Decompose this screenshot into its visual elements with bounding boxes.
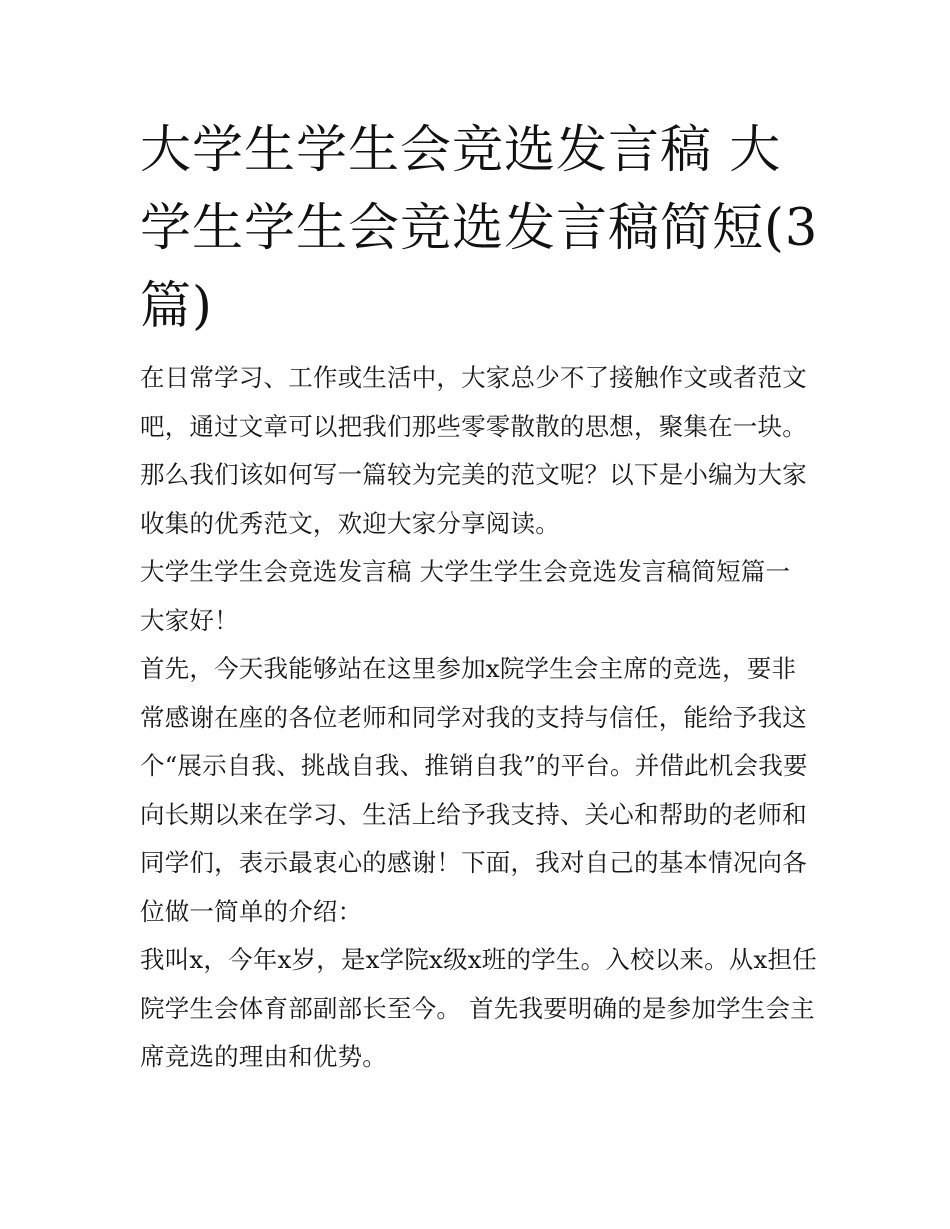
- intro-paragraph: 在日常学习、工作或生活中，大家总少不了接触作文或者范文吧，通过文章可以把我们那些零零散散的思想，聚集在一块。那么我们该如何写一篇较为完美的范文呢？以下是小编为大家收集的优秀范文，欢迎大家分享阅读。: [140, 363, 807, 538]
- document-title: 大学生学生会竞选发言稿 大学生学生会竞选发言稿简短(3篇): [140, 121, 819, 336]
- self-introduction-paragraph: 我叫x，今年x岁，是x学院x级x班的学生。入校以来。从x担任院学生会体育部副部长至今。 首先我要明确的是参加学生会主席竞选的理由和优势。: [140, 945, 817, 1071]
- speech-paragraph: 首先，今天我能够站在这里参加x院学生会主席的竞选，要非常感谢在座的各位老师和同学对我的支持与信任，能给予我这个“展示自我、挑战自我、推销自我”的平台。并借此机会我要向长期以来在学习、生活上给予我支持、关心和帮助的老师和同学们，表示最衷心的感谢！下面，我对自己的基本情况向各位做一简单的介绍：: [140, 654, 808, 926]
- document-body: [140, 354, 820, 1082]
- greeting-paragraph: 大家好！: [140, 605, 239, 635]
- section-heading: 大学生学生会竞选发言稿 大学生学生会竞选发言稿简短篇一: [140, 557, 791, 586]
